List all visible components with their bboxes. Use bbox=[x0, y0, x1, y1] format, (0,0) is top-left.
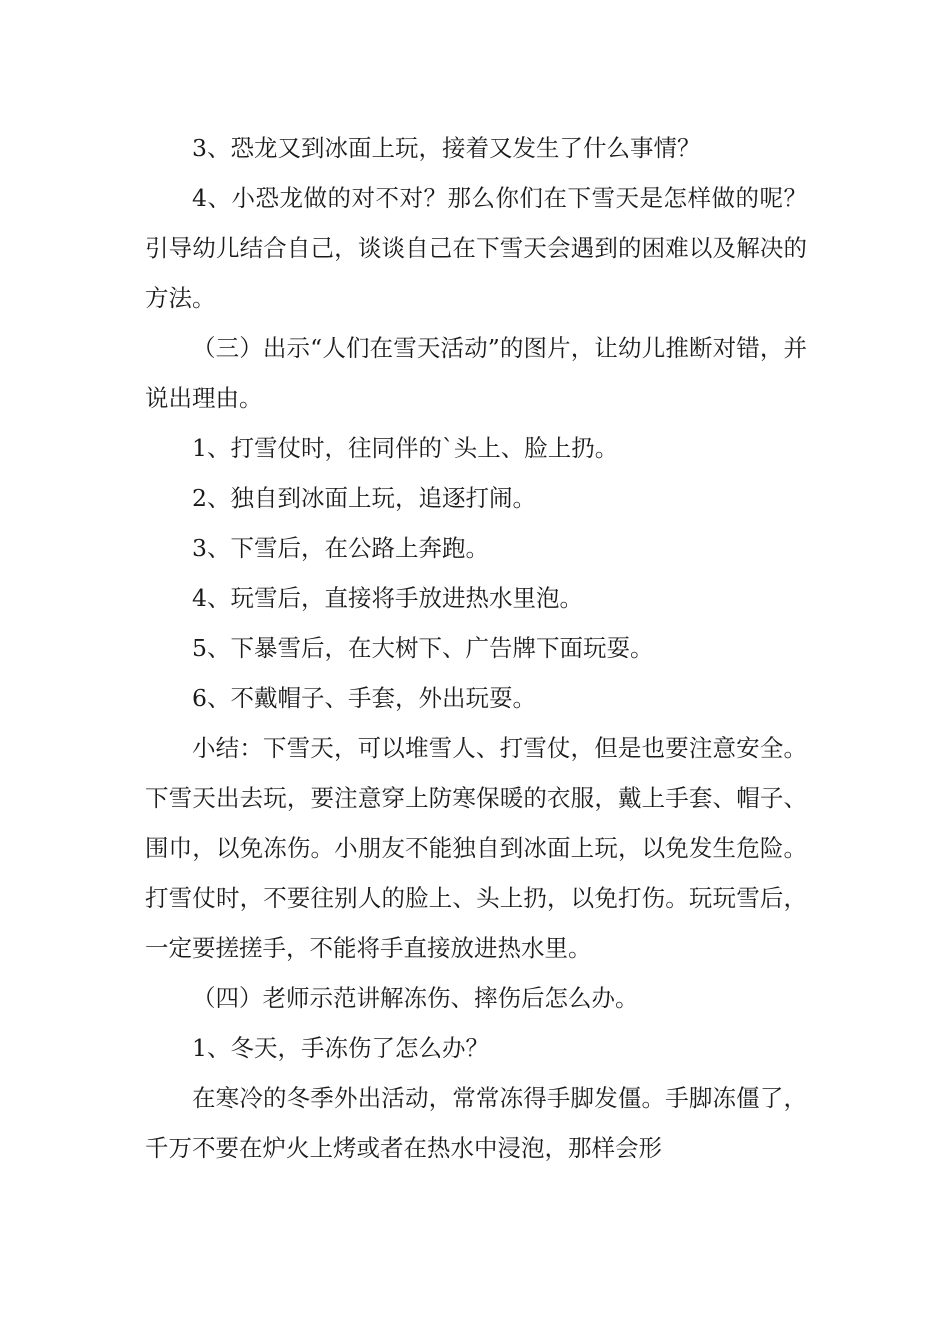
document-page bbox=[145, 123, 807, 1173]
body-paragraph: 在寒冷的冬季外出活动，常常冻得手脚发僵。手脚冻僵了，千万不要在炉火上烤或者在热水中浸泡，那样会形 bbox=[145, 1084, 807, 1162]
list-item: 4、玩雪后，直接将手放进热水里泡。 bbox=[192, 584, 583, 612]
section-heading-4: （四）老师示范讲解冻伤、摔伤后怎么办。 bbox=[192, 984, 639, 1012]
list-item: 2、独自到冰面上玩，追逐打闹。 bbox=[192, 484, 536, 512]
list-item: 1、打雪仗时，往同伴的`头上、脸上扔。 bbox=[192, 434, 619, 462]
paragraph-question-3: 3、恐龙又到冰面上玩，接着又发生了什么事情？ bbox=[192, 134, 701, 162]
list-item: 6、不戴帽子、手套，外出玩耍。 bbox=[192, 684, 536, 712]
paragraph-question-4: 4、小恐龙做的对不对？那么你们在下雪天是怎样做的呢？引导幼儿结合自己，谈谈自己在下雪天会遇到的困难以及解决的方法。 bbox=[145, 184, 807, 312]
section-heading-3: （三）出示“人们在雪天活动”的图片，让幼儿推断对错，并说出理由。 bbox=[145, 334, 807, 412]
list-item: 5、下暴雪后，在大树下、广告牌下面玩耍。 bbox=[192, 634, 654, 662]
list-item: 1、冬天，手冻伤了怎么办？ bbox=[192, 1034, 489, 1062]
summary-paragraph: 小结：下雪天，可以堆雪人、打雪仗，但是也要注意安全。下雪天出去玩，要注意穿上防寒保暖的衣服，戴上手套、帽子、围巾，以免冻伤。小朋友不能独自到冰面上玩，以免发生危险。打雪仗时，不要往别人的脸上、头上扔，以免打伤。玩玩雪后，一定要搓搓手，不能将手直接放进热水里。 bbox=[145, 734, 807, 962]
list-item: 3、下雪后，在公路上奔跑。 bbox=[192, 534, 489, 562]
